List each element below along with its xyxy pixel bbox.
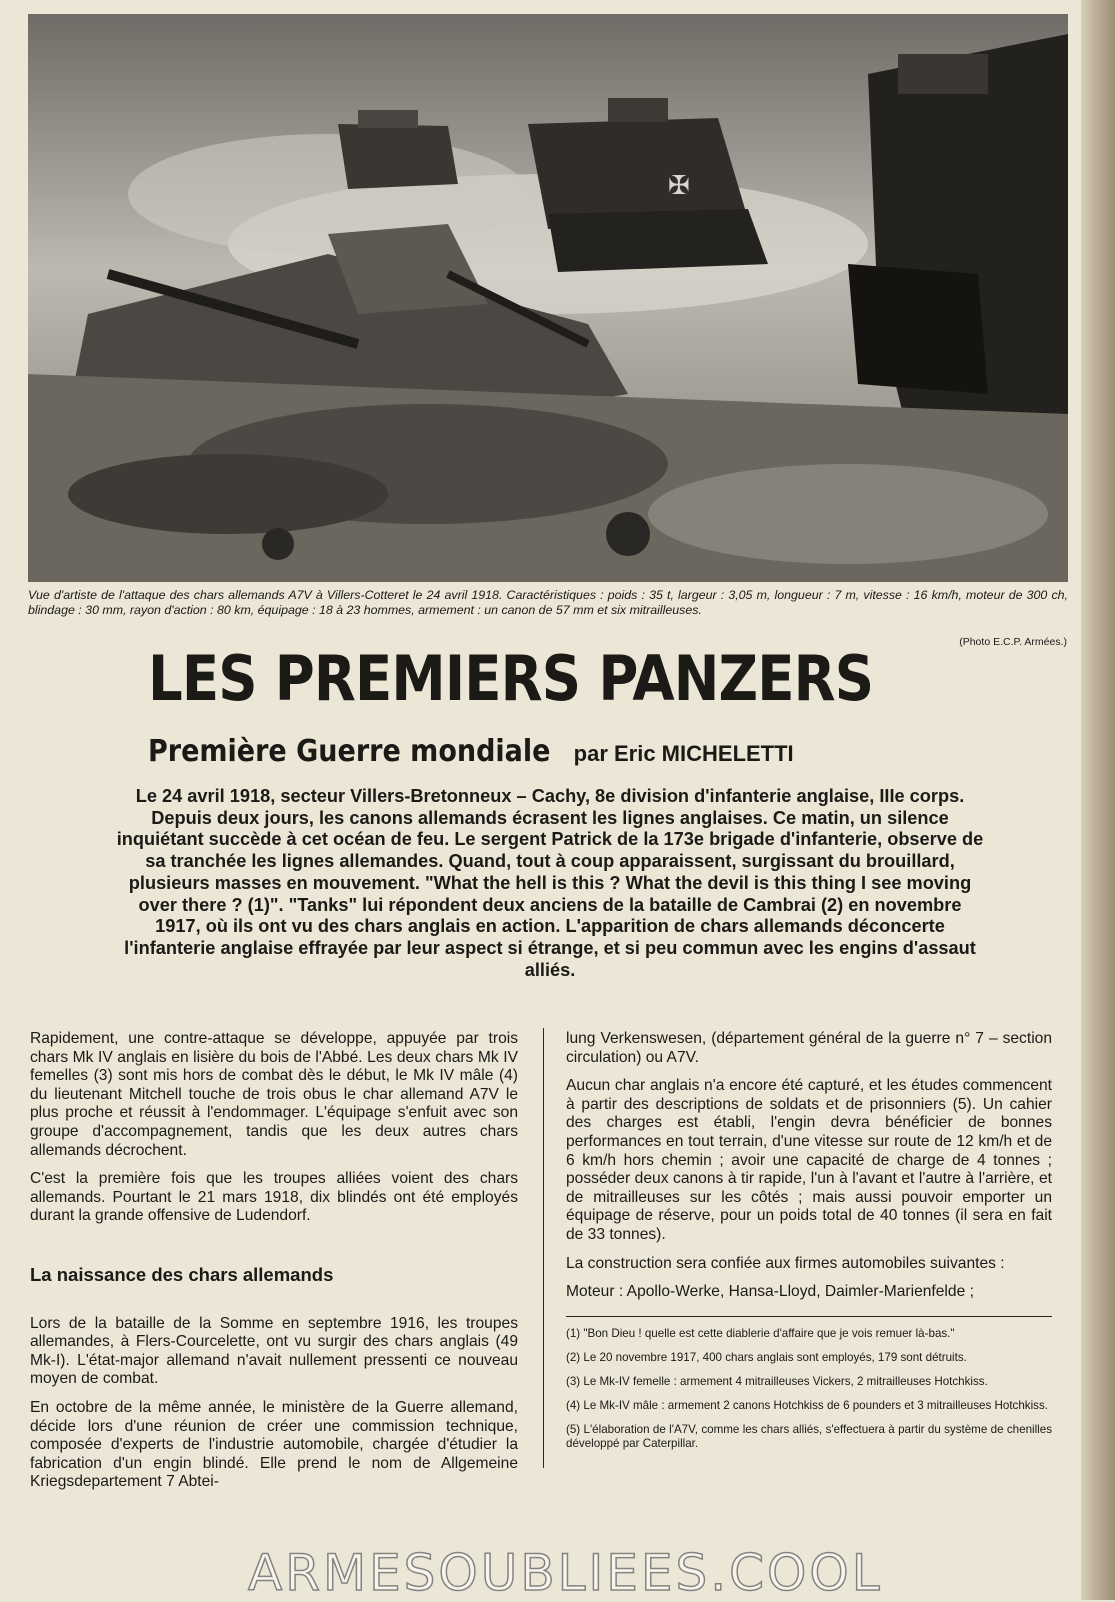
photo-caption: Vue d'artiste de l'attaque des chars allemands A7V à Villers-Cotteret le 24 avril 1918. Caractéristiques : poids : 35 t, largeur : 3,05 m, longueur : 7 m, vitesse : 16 km/h, moteur de 300 ch, blindage : 30 mm, rayon d'action : 80 km, équipage : 18 à 23 hommes, armement : un canon de 57 mm et six mitrailleuses. <box>28 588 1068 617</box>
paragraph: Lors de la bataille de la Somme en septembre 1916, les troupes allemandes, à Flers-Courcelette, ont vu surgir des chars anglais (49 Mk-I). L'état-major allemand n'avait nullement pressenti ce nouveau moyen de combat. <box>30 1314 518 1388</box>
paragraph: La construction sera confiée aux firmes automobiles suivantes : <box>566 1254 1005 1272</box>
footnote: (1) "Bon Dieu ! quelle est cette diablerie d'affaire que je vois remuer là-bas." <box>566 1326 955 1340</box>
paragraph: Rapidement, une contre-attaque se développe, appuyée par trois chars Mk IV anglais en lisière du bois de l'Abbé. Les deux chars Mk IV femelles (3) sont mis hors de combat dès le début, le Mk IV mâle (4) du lieutenant Mitchell touche de trois obus le char allemand A7V le plus proche et réussit à l'endommager. L'équipage s'enfuit avec son groupe d'accompagnement, tandis que les deux autres chars allemands décrochent. <box>30 1030 518 1159</box>
paragraph: Moteur : Apollo-Werke, Hansa-Lloyd, Daimler-Marienfelde ; <box>566 1283 974 1301</box>
right-column <box>566 1030 1052 1461</box>
battlefield-illustration <box>28 14 1068 582</box>
footnote: (3) Le Mk-IV femelle : armement 4 mitrailleuses Vickers, 2 mitrailleuses Hotchkiss. <box>566 1374 988 1388</box>
article-lede: Le 24 avril 1918, secteur Villers-Bretonneux – Cachy, 8e division d'infanterie anglaise, IIIe corps. Depuis deux jours, les canons allemands écrasent les lignes anglaises. Ce matin, un silence inquiétant succède à cet océan de feu. Le sergent Patrick de la 173e brigade d'infanterie, observe de sa tranchée les lignes allemandes. Quand, tout à coup apparaissent, surgissant du brouillard, plusieurs masses en mouvement. "What the hell is this ? What the devil is this thing I see moving over there ? (1)". "Tanks" lui répondent deux anciens de la bataille de Cambrai (2) en novembre 1917, où ils ont vu des chars anglais en action. L'apparition de chars allemands déconcerte l'infanterie anglaise effrayée par leur aspect si étrange, et si peu commun avec les engins d'assaut alliés. <box>116 786 984 980</box>
footnote: (5) L'élaboration de l'A7V, comme les chars alliés, s'effectuera à partir du système de chenilles développé par Caterpillar. <box>566 1422 1052 1450</box>
article-author: par Eric MICHELETTI <box>573 741 794 766</box>
footnote: (2) Le 20 novembre 1917, 400 chars anglais sont employés, 179 sont détruits. <box>566 1350 967 1364</box>
watermark: ARMESOUBLIEES.COOL <box>248 1544 883 1602</box>
article-subtitle: Première Guerre mondiale <box>148 734 551 769</box>
paragraph: Aucun char anglais n'a encore été capturé, et les études commencent à partir des descriptions de soldats et de prisonniers (5). Un cahier des charges est établi, l'engin devra bénéficier de bonnes performances en tout terrain, d'une vitesse sur route de 12 km/h et de 6 km/h hors chemin ; avoir une capacité de charge de 4 tonnes ; posséder deux canons à tir rapide, l'un à l'avant et l'autre à l'arrière, et de mitrailleuses sur les côtés ; mais aussi pouvoir emporter un équipage de réserve, pour un poids total de 40 tonnes (il sera en fait de 33 tonnes). <box>566 1077 1052 1243</box>
paragraph: C'est la première fois que les troupes alliées voient des chars allemands. Pourtant le 21 mars 1918, dix blindés ont été employés durant la grande offensive de Ludendorf. <box>30 1170 518 1225</box>
page-edge <box>1081 0 1115 1600</box>
article-title: LES PREMIERS PANZERS <box>148 642 874 715</box>
section-title: La naissance des chars allemands <box>30 1263 334 1285</box>
svg-text:✠: ✠ <box>668 171 690 201</box>
footnote: (4) Le Mk-IV mâle : armement 2 canons Hotchkiss de 6 pounders et 3 mitrailleuses Hotchkiss. <box>566 1398 1048 1412</box>
article-subtitle-line <box>148 734 794 769</box>
photo-credit: (Photo E.C.P. Armées.) <box>959 636 1067 648</box>
paragraph: lung Verkenswesen, (département général de la guerre n° 7 – section circulation) ou A7V. <box>566 1030 1052 1066</box>
left-column <box>30 1030 518 1502</box>
battlefield-illustration-icon <box>28 14 1068 582</box>
paragraph: En octobre de la même année, le ministère de la Guerre allemand, décide lors d'une réunion de créer une commission technique, composée d'experts de l'industrie automobile, chargée d'étudier la fabrication d'un engin blindé. Elle prend le nom de Allgemeine Kriegsdepartement 7 Abtei- <box>30 1398 518 1491</box>
footnote-divider <box>566 1316 1052 1317</box>
column-divider <box>543 1028 544 1468</box>
